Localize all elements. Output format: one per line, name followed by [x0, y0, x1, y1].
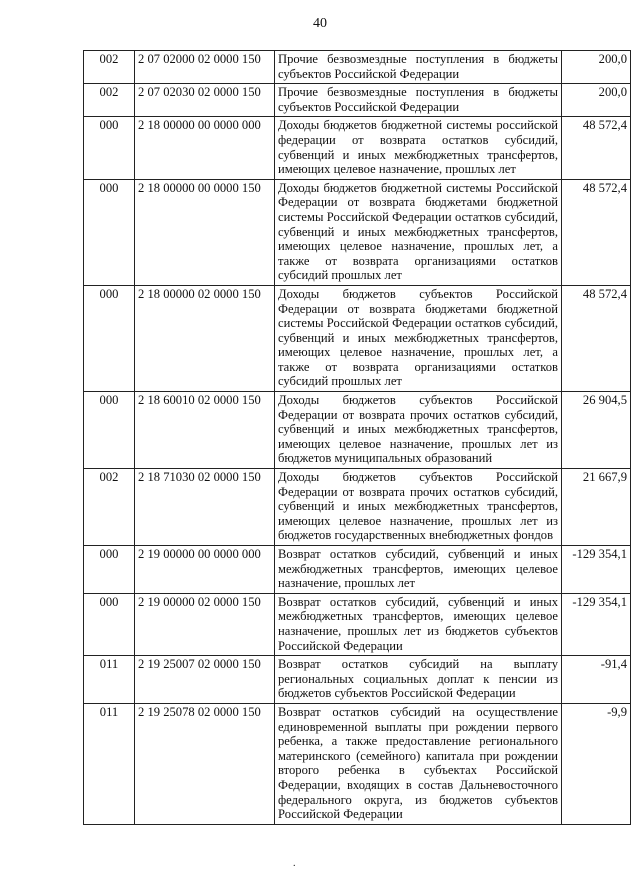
amount-cell: 200,0	[562, 84, 631, 117]
revenue-name-cell: Возврат остатков субсидий, субвенций и иных межбюджетных трансфертов, имеющих целевое назначение, прошлых лет	[275, 546, 562, 594]
admin-code-cell: 002	[84, 469, 135, 546]
amount-cell: -9,9	[562, 703, 631, 824]
amount-cell: -91,4	[562, 656, 631, 704]
admin-code-cell: 002	[84, 51, 135, 84]
admin-code-cell: 000	[84, 392, 135, 469]
budget-classification-code-cell: 2 07 02000 02 0000 150	[135, 51, 275, 84]
amount-cell: 48 572,4	[562, 285, 631, 391]
table-row	[84, 392, 631, 469]
budget-classification-code-cell: 2 18 00000 02 0000 150	[135, 285, 275, 391]
table-body	[84, 51, 631, 825]
amount-cell: 26 904,5	[562, 392, 631, 469]
table-row	[84, 117, 631, 179]
table-row	[84, 703, 631, 824]
table-row	[84, 593, 631, 655]
admin-code-cell: 011	[84, 703, 135, 824]
revenue-name-cell: Возврат остатков субсидий на выплату региональных социальных доплат к пенсии из бюджетов субъектов Российской Федерации	[275, 656, 562, 704]
revenue-name-cell: Доходы бюджетов бюджетной системы российской федерации от возврата остатков субсидий, субвенций и иных межбюджетных трансфертов, имеющих целевое назначение, прошлых лет	[275, 117, 562, 179]
amount-cell: 21 667,9	[562, 469, 631, 546]
budget-classification-code-cell: 2 19 00000 02 0000 150	[135, 593, 275, 655]
amount-cell: -129 354,1	[562, 593, 631, 655]
budget-classification-code-cell: 2 18 60010 02 0000 150	[135, 392, 275, 469]
budget-classification-code-cell: 2 19 00000 00 0000 000	[135, 546, 275, 594]
admin-code-cell: 002	[84, 84, 135, 117]
revenue-name-cell: Доходы бюджетов субъектов Российской Федерации от возврата бюджетами бюджетной системы Российской Федерации остатков субсидий, субвенций и иных межбюджетных трансфертов, имеющих целевое назначение, прошлых лет, а также от возврата организациями остатков субсидий прошлых лет	[275, 285, 562, 391]
admin-code-cell: 000	[84, 179, 135, 285]
admin-code-cell: 000	[84, 593, 135, 655]
revenue-name-cell: Доходы бюджетов субъектов Российской Федерации от возврата прочих остатков субсидий, субвенций и иных межбюджетных трансфертов, имеющих целевое назначение, прошлых лет из бюджетов государственных внебюджетных фондов	[275, 469, 562, 546]
revenue-name-cell: Прочие безвозмездные поступления в бюджеты субъектов Российской Федерации	[275, 51, 562, 84]
table-row	[84, 179, 631, 285]
revenue-name-cell: Доходы бюджетов бюджетной системы Российской Федерации от возврата бюджетами бюджетной системы Российской Федерации остатков субсидий, субвенций и иных межбюджетных трансфертов, имеющих целевое назначение, прошлых лет, а также от возврата организациями остатков субсидий прошлых лет	[275, 179, 562, 285]
budget-classification-code-cell: 2 18 00000 00 0000 150	[135, 179, 275, 285]
amount-cell: 48 572,4	[562, 179, 631, 285]
budget-classification-code-cell: 2 18 00000 00 0000 000	[135, 117, 275, 179]
amount-cell: 200,0	[562, 51, 631, 84]
budget-classification-code-cell: 2 19 25007 02 0000 150	[135, 656, 275, 704]
amount-cell: 48 572,4	[562, 117, 631, 179]
revenue-name-cell: Доходы бюджетов субъектов Российской Федерации от возврата прочих остатков субсидий, субвенций и иных межбюджетных трансфертов, имеющих целевое назначение, прошлых лет из бюджетов муниципальных образований	[275, 392, 562, 469]
page-number: 40	[313, 16, 327, 31]
admin-code-cell: 000	[84, 546, 135, 594]
budget-classification-code-cell: 2 07 02030 02 0000 150	[135, 84, 275, 117]
table-row	[84, 546, 631, 594]
budget-revenue-table	[83, 50, 631, 825]
admin-code-cell: 000	[84, 117, 135, 179]
footer-mark: .	[293, 858, 296, 869]
revenue-name-cell: Возврат остатков субсидий на осуществление единовременной выплаты при рождении первого ребенка, а также предоставление регионального материнского (семейного) капитала при рождении второго ребенка в субъектах Российской Федерации, входящих в состав Дальневосточного федерального округа, из бюджетов субъектов Российской Федерации	[275, 703, 562, 824]
revenue-name-cell: Прочие безвозмездные поступления в бюджеты субъектов Российской Федерации	[275, 84, 562, 117]
table-row	[84, 84, 631, 117]
table-row	[84, 469, 631, 546]
amount-cell: -129 354,1	[562, 546, 631, 594]
table-row	[84, 285, 631, 391]
revenue-name-cell: Возврат остатков субсидий, субвенций и иных межбюджетных трансфертов, имеющих целевое назначение, прошлых лет из бюджетов субъектов Российской Федерации	[275, 593, 562, 655]
table-row	[84, 51, 631, 84]
budget-classification-code-cell: 2 18 71030 02 0000 150	[135, 469, 275, 546]
table-row	[84, 656, 631, 704]
budget-classification-code-cell: 2 19 25078 02 0000 150	[135, 703, 275, 824]
admin-code-cell: 011	[84, 656, 135, 704]
admin-code-cell: 000	[84, 285, 135, 391]
